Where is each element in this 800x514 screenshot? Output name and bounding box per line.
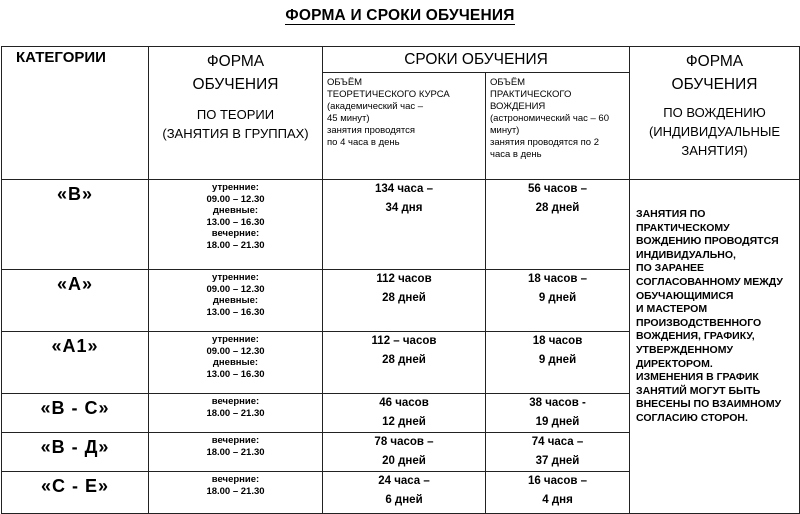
header-theory-form-sub: ПО ТЕОРИИ (ЗАНЯТИЯ В ГРУППАХ) <box>162 107 309 141</box>
header-row-top <box>2 47 800 73</box>
schedule-table <box>1 46 800 514</box>
practice-hours-cell: 18 часов 9 дней <box>486 332 630 394</box>
category-cell: «В - Д» <box>2 433 149 472</box>
category-cell: «А1» <box>2 332 149 394</box>
category-cell: «С - Е» <box>2 472 149 514</box>
practice-hours-cell: 18 часов – 9 дней <box>486 270 630 332</box>
theory-hours-cell: 112 – часов 28 дней <box>323 332 486 394</box>
theory-hours-cell: 46 часов 12 дней <box>323 394 486 433</box>
practice-hours-cell: 56 часов – 28 дней <box>486 180 630 270</box>
practice-hours-cell: 38 часов - 19 дней <box>486 394 630 433</box>
theory-hours-cell: 112 часов 28 дней <box>323 270 486 332</box>
times-cell: утренние: 09.00 – 12.30 дневные: 13.00 – 16.30 <box>149 332 323 394</box>
theory-hours-cell: 134 часа – 34 дня <box>323 180 486 270</box>
times-cell: вечерние: 18.00 – 21.30 <box>149 472 323 514</box>
header-terms: СРОКИ ОБУЧЕНИЯ <box>323 47 630 73</box>
page-title <box>0 7 800 25</box>
table-row <box>2 180 800 270</box>
header-driving-form-title: ФОРМА ОБУЧЕНИЯ <box>671 53 758 93</box>
theory-hours-cell: 78 часов – 20 дней <box>323 433 486 472</box>
header-practice-volume: ОБЪЁМ ПРАКТИЧЕСКОГО ВОЖДЕНИЯ (астрономический час – 60 минут) занятия проводятся по 2 часа в день <box>486 73 630 180</box>
header-theory-form-title: ФОРМА ОБУЧЕНИЯ <box>192 53 279 93</box>
times-cell: вечерние: 18.00 – 21.30 <box>149 433 323 472</box>
practice-hours-cell: 74 часа – 37 дней <box>486 433 630 472</box>
practice-hours-cell: 16 часов – 4 дня <box>486 472 630 514</box>
driving-note: ЗАНЯТИЯ ПО ПРАКТИЧЕСКОМУ ВОЖДЕНИЮ ПРОВОДЯТСЯ ИНДИВИДУАЛЬНО, ПО ЗАРАНЕЕ СОГЛАСОВАННОМУ МЕЖДУ ОБУЧАЮЩИМИСЯ И МАСТЕРОМ ПРОИЗВОДСТВЕННОГО ВОЖДЕНИЯ, ГРАФИКУ, УТВЕРЖДЕННОМУ ДИРЕКТОРОМ. ИЗМЕНЕНИЯ В ГРАФИК ЗАНЯТИЙ МОГУТ БЫТЬ ВНЕСЕНЫ ПО ВЗАИМНОМУ СОГЛАСИЮ СТОРОН. <box>630 180 800 514</box>
times-cell: утренние: 09.00 – 12.30 дневные: 13.00 – 16.30 вечерние: 18.00 – 21.30 <box>149 180 323 270</box>
theory-hours-cell: 24 часа – 6 дней <box>323 472 486 514</box>
page-title-text: ФОРМА И СРОКИ ОБУЧЕНИЯ <box>285 7 515 24</box>
category-cell: «А» <box>2 270 149 332</box>
header-theory-volume: ОБЪЁМ ТЕОРЕТИЧЕСКОГО КУРСА (академический час – 45 минут) занятия проводятся по 4 часа в день <box>323 73 486 180</box>
category-cell: «В» <box>2 180 149 270</box>
times-cell: вечерние: 18.00 – 21.30 <box>149 394 323 433</box>
times-cell: утренние: 09.00 – 12.30 дневные: 13.00 – 16.30 <box>149 270 323 332</box>
header-driving-form <box>630 47 800 180</box>
category-cell: «В - С» <box>2 394 149 433</box>
header-theory-form <box>149 47 323 180</box>
header-category: КАТЕГОРИИ <box>2 47 149 180</box>
header-driving-form-sub: ПО ВОЖДЕНИЮ (ИНДИВИДУАЛЬНЫЕ ЗАНЯТИЯ) <box>648 105 781 158</box>
